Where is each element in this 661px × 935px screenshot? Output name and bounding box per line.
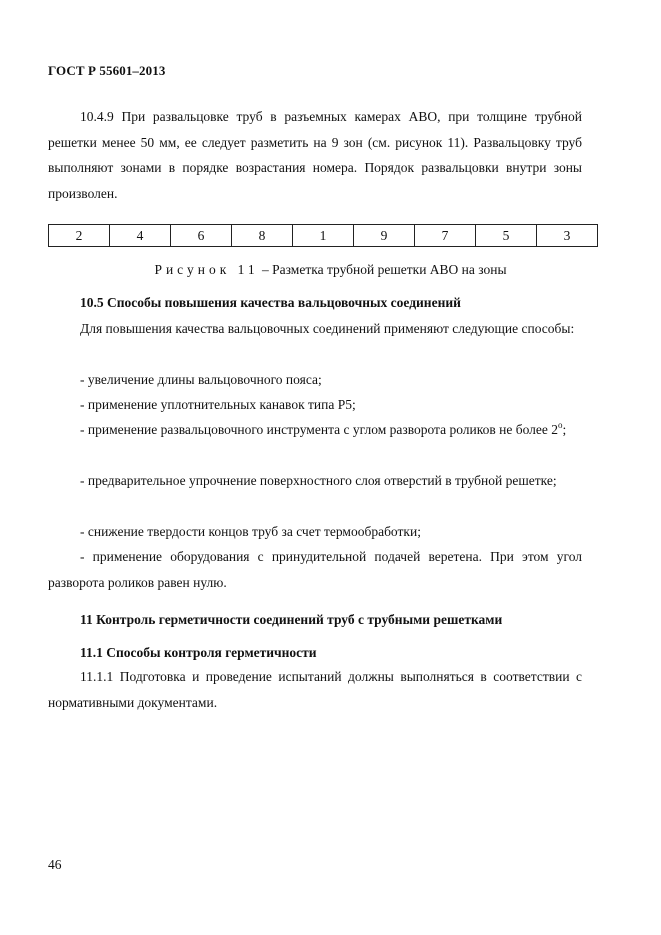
page-number: 46 <box>48 857 62 872</box>
zone-cell: 6 <box>171 225 232 247</box>
zone-table <box>48 224 598 247</box>
figure-text: – Разметка трубной решетки АВО на зоны <box>258 262 507 277</box>
figure-label: Рисунок 11 <box>154 262 259 277</box>
figure-caption <box>0 259 661 281</box>
zone-cell: 8 <box>232 225 293 247</box>
zone-cell: 4 <box>110 225 171 247</box>
list-item: - увеличение длины вальцовочного пояса; <box>80 372 322 387</box>
section-11-heading: 11 Контроль герметичности соединений труб с трубными решетками <box>80 612 503 627</box>
paragraph-11-1-1: 11.1.1 Подготовка и проведение испытаний должны выполняться в соответствии с нормативными документами. <box>48 669 582 710</box>
list-item-tail: ; <box>562 422 567 437</box>
document-code: ГОСТ Р 55601–2013 <box>48 63 166 78</box>
zone-cell: 1 <box>293 225 354 247</box>
zone-cell: 3 <box>537 225 598 247</box>
section-11-1-heading: 11.1 Способы контроля герметичности <box>80 645 317 660</box>
list-item-text: - применение развальцовочного инструмента с углом разворота роликов не более 2 <box>80 422 559 437</box>
paragraph-10-4-9: 10.4.9 При развальцовке труб в разъемных камерах АВО, при толщине трубной решетки менее 50 мм, ее следует разметить на 9 зон (см. рисунок 11). Развальцовку труб выполняют зонами в порядке возрастания номера. Порядок развальцовки внутри зоны произволен. <box>48 109 582 201</box>
list-item: - применение оборудования с принудительной подачей веретена. При этом угол разворота роликов равен нулю. <box>48 549 582 590</box>
list-item: - предварительное упрочнение поверхностного слоя отверстий в трубной решетке; <box>80 473 557 488</box>
list-item: - снижение твердости концов труб за счет термообработки; <box>80 524 421 539</box>
section-10-5-intro: Для повышения качества вальцовочных соединений применяют следующие способы: <box>80 321 575 336</box>
zone-row <box>49 225 598 247</box>
zone-cell: 5 <box>476 225 537 247</box>
degree-mark: о <box>558 420 563 430</box>
list-item: - применение уплотнительных канавок типа Р5; <box>80 397 356 412</box>
zone-cell: 2 <box>49 225 110 247</box>
zone-cell: 7 <box>415 225 476 247</box>
zone-cell: 9 <box>354 225 415 247</box>
list-item <box>48 417 582 443</box>
section-10-5-heading: 10.5 Способы повышения качества вальцовочных соединений <box>80 295 461 310</box>
